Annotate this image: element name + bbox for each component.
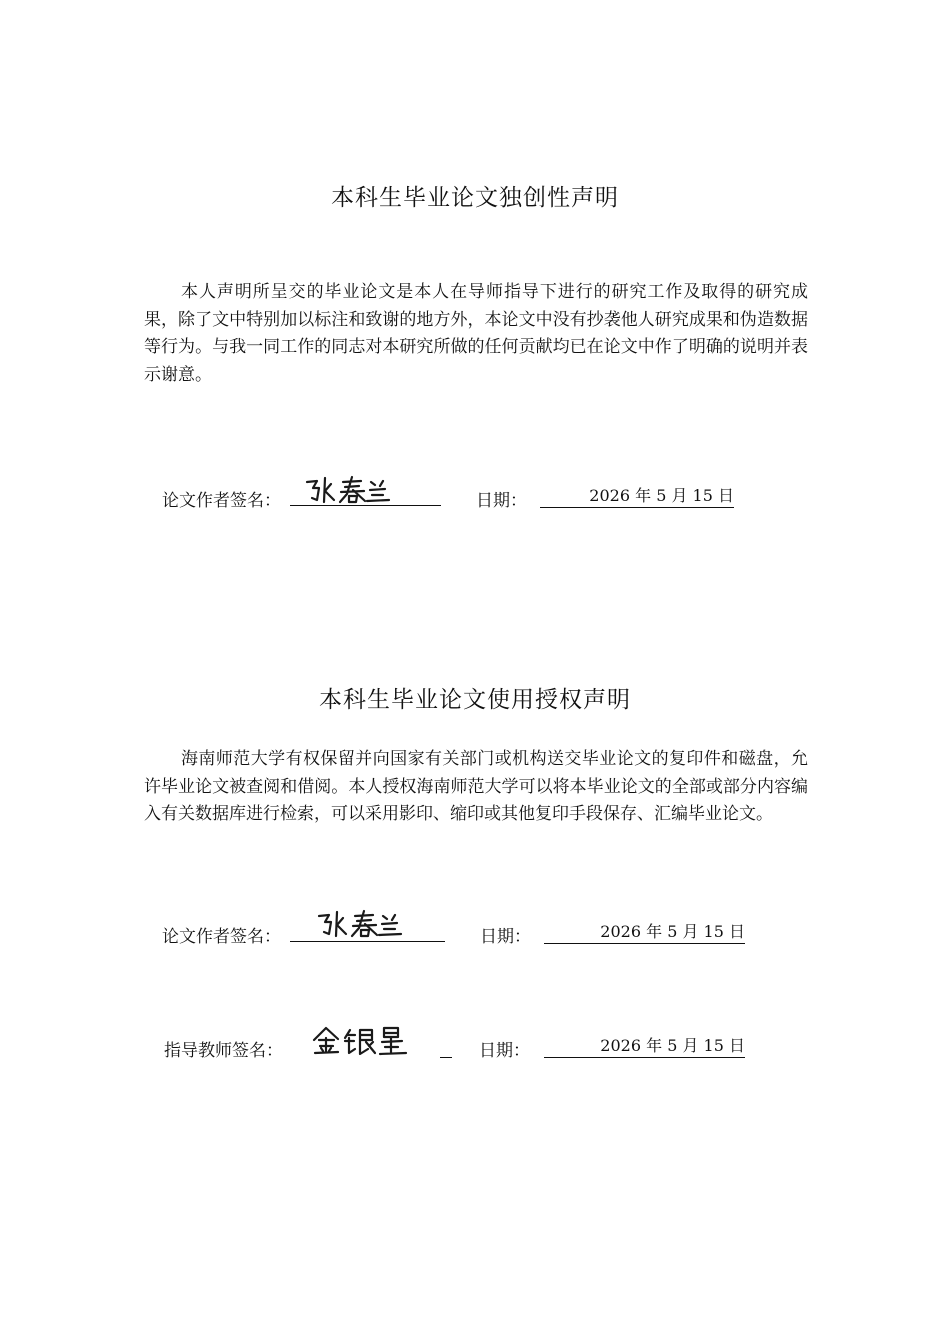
author-signature-label-2: 论文作者签名： xyxy=(162,927,281,947)
date-value-1: 2026 年 5 月 15 日 xyxy=(540,485,734,508)
authorization-body: 海南师范大学有权保留并向国家有关部门或机构送交毕业论文的复印件和磁盘，允许毕业论文被查阅和借阅。本人授权海南师范大学可以将本毕业论文的全部或部分内容编入有关数据库进行检索，可以采用影印、缩印或其他复印手段保存、汇编毕业论文。 xyxy=(144,749,808,824)
author-signature-2 xyxy=(314,908,406,940)
author-signature-1 xyxy=(303,474,393,506)
date-label-2: 日期： xyxy=(480,927,531,947)
date-label-3: 日期： xyxy=(479,1041,530,1061)
advisor-signature-line xyxy=(440,1033,452,1058)
date-label-1: 日期： xyxy=(476,491,527,511)
authorization-title: 本科生毕业论文使用授权声明 xyxy=(319,687,631,713)
advisor-signature xyxy=(312,1024,412,1058)
date-value-2: 2026 年 5 月 15 日 xyxy=(544,921,745,944)
advisor-signature-label: 指导教师签名： xyxy=(164,1041,283,1061)
author-signature-label-1: 论文作者签名： xyxy=(162,491,281,511)
originality-title: 本科生毕业论文独创性声明 xyxy=(331,185,619,211)
originality-body: 本人声明所呈交的毕业论文是本人在导师指导下进行的研究工作及取得的研究成果，除了文中特别加以标注和致谢的地方外，本论文中没有抄袭他人研究成果和伪造数据等行为。与我一同工作的同志对本研究所做的任何贡献均已在论文中作了明确的说明并表示谢意。 xyxy=(144,282,808,385)
date-value-3: 2026 年 5 月 15 日 xyxy=(544,1035,745,1058)
